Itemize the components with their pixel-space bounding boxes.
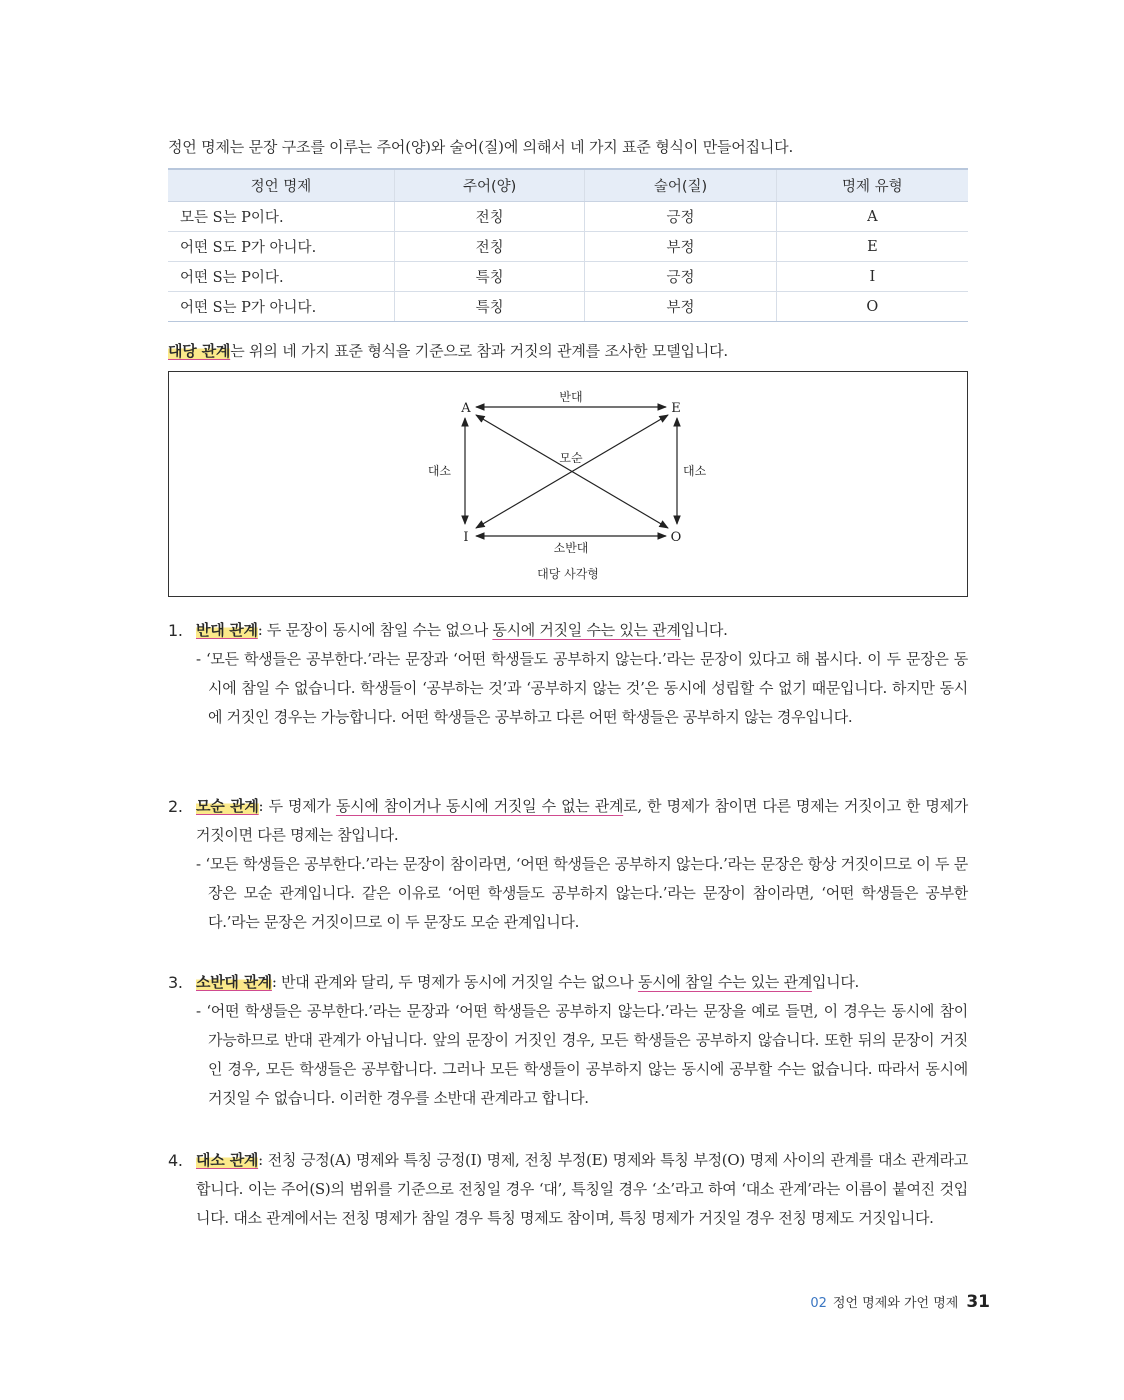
- item-text: : 두 문장이 동시에 참일 수는 없으나: [257, 621, 493, 639]
- item-example: - ‘모든 학생들은 공부한다.’라는 문장이 참이라면, ‘어떤 학생들은 공부하지 않는다.’라는 문장은 항상 거짓이므로 이 두 문장은 모순 관계입니다. 같은 이유로 ‘어떤 학생들도 공부하지 않는다.’라는 문장이 참이라면, ‘어떤 학생들은 공부한다.’라는 문장은 거짓이므로 이 두 문장도 모순 관계입니다.: [196, 855, 968, 931]
- list-item: [168, 616, 968, 732]
- table-header: 정언 명제: [168, 169, 394, 202]
- label-contradiction: 모순: [559, 451, 583, 465]
- item-number: 2.: [168, 797, 183, 816]
- item-number: 1.: [168, 621, 183, 640]
- chapter-title: 정언 명제와 가언 명제: [832, 1296, 959, 1311]
- square-of-opposition-figure: [168, 371, 968, 597]
- label-subaltern-right: 대소: [683, 464, 707, 478]
- table-cell: E: [776, 232, 968, 262]
- table-row: [168, 262, 968, 292]
- table-cell: O: [776, 292, 968, 322]
- label-contrary: 반대: [559, 390, 583, 404]
- underlined-text: 동시에 참일 수는 있는 관계: [637, 973, 812, 991]
- table-header: 명제 유형: [776, 169, 968, 202]
- table-cell: 전칭: [394, 232, 584, 262]
- highlight-term: 모순 관계: [196, 797, 259, 815]
- table-cell: 어떤 S는 P가 아니다.: [168, 292, 394, 322]
- item-text: : 두 명제가: [258, 797, 336, 815]
- table-cell: 긍정: [585, 262, 776, 292]
- square-intro: [168, 340, 728, 361]
- chapter-number: 02: [810, 1296, 827, 1311]
- table-cell: 긍정: [585, 202, 776, 232]
- label-subcontrary: 소반대: [553, 541, 589, 555]
- proposition-table: [168, 168, 968, 322]
- figure-caption: 대당 사각형: [537, 567, 599, 581]
- item-example: - ‘어떤 학생들은 공부한다.’라는 문장과 ‘어떤 학생들은 공부하지 않는다.’라는 문장을 예로 들면, 이 경우는 동시에 참이 가능하므로 반대 관계가 아닙니다. 앞의 문장이 거짓인 경우, 모든 학생들은 공부하지 않습니다. 또한 뒤의 문장이 거짓인 경우, 모든 학생들은 공부합니다. 그러나 모든 학생들이 공부하지 않는 동시에 공부할 수는 없습니다. 따라서 동시에 거짓일 수 없습니다. 이러한 경우를 소반대 관계라고 합니다.: [196, 1002, 968, 1107]
- square-intro-rest: 는 위의 네 가지 표준 형식을 기준으로 참과 거짓의 관계를 조사한 모델입니다.: [230, 342, 728, 360]
- list-item: [168, 1146, 968, 1233]
- table-cell: 특칭: [394, 262, 584, 292]
- item-number: 4.: [168, 1151, 183, 1170]
- intro-text: 정언 명제는 문장 구조를 이루는 주어(양)와 술어(질)에 의해서 네 가지 표준 형식이 만들어집니다.: [168, 138, 794, 156]
- label-subaltern-left: 대소: [427, 464, 451, 478]
- table-row: [168, 202, 968, 232]
- table-cell: 모든 S는 P이다.: [168, 202, 394, 232]
- list-item: [168, 792, 968, 937]
- table-cell: 전칭: [394, 202, 584, 232]
- table-header-row: [168, 169, 968, 202]
- highlight-term: 대소 관계: [196, 1151, 259, 1169]
- item-text: 입니다.: [680, 621, 728, 639]
- underlined-text: 동시에 거짓일 수는 있는 관계: [492, 621, 681, 639]
- table-cell: 부정: [585, 292, 776, 322]
- highlight-term: 반대 관계: [196, 621, 258, 639]
- table-row: [168, 292, 968, 322]
- table-row: [168, 232, 968, 262]
- item-text: : 반대 관계와 달리, 두 명제가 동시에 거짓일 수는 없으나: [271, 973, 638, 991]
- table-cell: 어떤 S는 P이다.: [168, 262, 394, 292]
- square-diagram: [169, 372, 967, 596]
- vertex-a: A: [461, 401, 471, 416]
- table-header: 주어(양): [394, 169, 584, 202]
- page-footer: [810, 1292, 990, 1312]
- vertex-i: I: [463, 530, 469, 545]
- table-header: 술어(질): [585, 169, 776, 202]
- list-item: [168, 968, 968, 1113]
- table-cell: 부정: [585, 232, 776, 262]
- item-number: 3.: [168, 973, 183, 992]
- table-cell: A: [776, 202, 968, 232]
- vertex-e: E: [671, 401, 681, 416]
- table-cell: 어떤 S도 P가 아니다.: [168, 232, 394, 262]
- item-text: 입니다.: [811, 973, 859, 991]
- underlined-text: 동시에 참이거나 동시에 거짓일 수 없는 관계: [335, 797, 624, 815]
- highlight-term: 소반대 관계: [196, 973, 272, 991]
- vertex-o: O: [670, 530, 682, 545]
- table-cell: I: [776, 262, 968, 292]
- table-cell: 특칭: [394, 292, 584, 322]
- item-example: - ‘모든 학생들은 공부한다.’라는 문장과 ‘어떤 학생들도 공부하지 않는다.’라는 문장이 있다고 해 봅시다. 이 두 문장은 동시에 참일 수 없습니다. 학생들이 ‘공부하는 것’과 ‘공부하지 않는 것’은 동시에 성립할 수 없기 때문입니다. 하지만 동시에 거짓인 경우는 가능합니다. 어떤 학생들은 공부하고 다른 어떤 학생들은 공부하지 않는 경우입니다.: [196, 650, 968, 726]
- item-text: : 전칭 긍정(A) 명제와 특칭 긍정(I) 명제, 전칭 부정(E) 명제와 특칭 부정(O) 명제 사이의 관계를 대소 관계라고 합니다. 이는 주어(S)의 범위를 기준으로 전칭일 경우 ‘대’, 특칭일 경우 ‘소’라고 하여 ‘대소 관계’라는 이름이 붙여진 것입니다. 대소 관계에서는 전칭 명제가 참일 경우 특칭 명제도 참이며, 특칭 명제가 거짓일 경우 전칭 명제도 거짓입니다.: [196, 1151, 968, 1227]
- highlight-term: 대당 관계: [168, 342, 231, 360]
- item-text: 로, 한 명제가 참이면 다른 명제는 거짓이고 한 명제가 거짓이면 다른 명제는 참입니다.: [196, 797, 969, 844]
- page-number: 31: [966, 1292, 990, 1312]
